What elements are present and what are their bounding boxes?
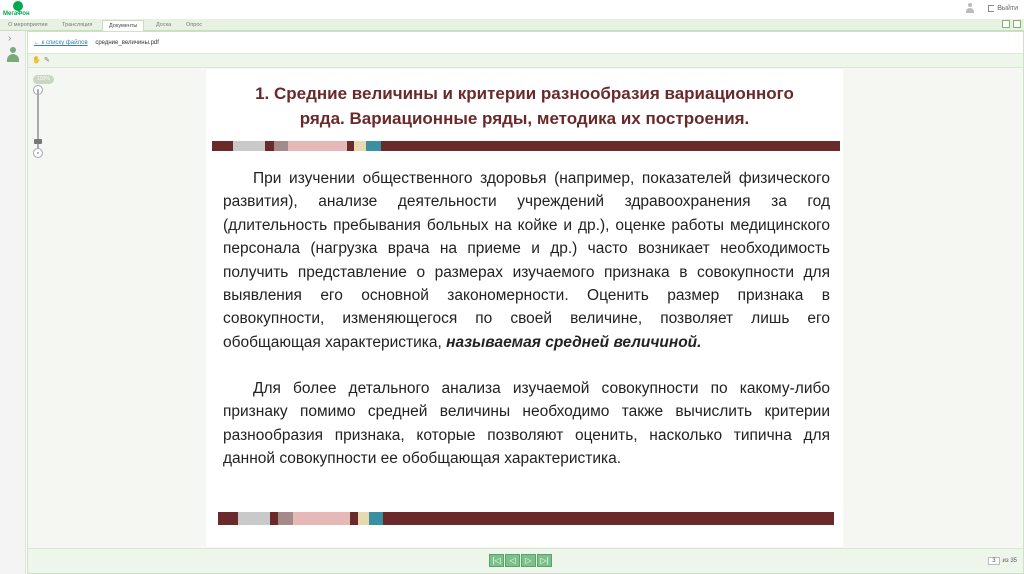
- next-page-icon[interactable]: ▷: [521, 554, 536, 567]
- pencil-tool-icon[interactable]: ✎: [44, 57, 50, 64]
- bottom-color-stripe: [218, 512, 834, 525]
- maximize-window-button[interactable]: [1013, 20, 1021, 28]
- stripe-segment: [350, 512, 357, 525]
- paragraph-2: [223, 377, 830, 471]
- slide-title-line-2: ряда. Вариационные ряды, методика их построения.: [299, 109, 750, 128]
- stripe-segment: [369, 512, 383, 525]
- logo-text: МегаФон: [3, 11, 30, 17]
- current-page-input[interactable]: 3: [988, 557, 999, 565]
- restore-window-button[interactable]: [1002, 20, 1010, 28]
- logout-label: Выйти: [997, 4, 1018, 12]
- chevron-right-icon[interactable]: ›: [8, 33, 12, 44]
- hand-tool-icon[interactable]: ✋: [32, 57, 41, 64]
- stripe-segment: [265, 141, 274, 151]
- top-bar: [0, 0, 1024, 20]
- breadcrumb: [28, 32, 1023, 54]
- slide-title-line-1: 1. Средние величины и критерии разнообразия вариационного: [255, 84, 794, 103]
- paragraph-2-text: Для более детального анализа изучаемой совокупности по какому-либо признаку помимо средней величины необходимо также вычислить критерии разнообразия признака, которые позволяют оценить, насколько типична для данной совокупности ее обобщающая характеристика.: [223, 380, 830, 468]
- stripe-segment: [366, 141, 381, 151]
- stripe-segment: [218, 512, 238, 525]
- document-viewer[interactable]: [28, 68, 1023, 548]
- zoom-out-button[interactable]: [33, 148, 43, 158]
- stripe-segment: [354, 141, 366, 151]
- tab-about[interactable]: О мероприятии: [8, 22, 48, 28]
- pagination-bar: [28, 548, 1023, 573]
- file-name: средние_величины.pdf: [95, 40, 159, 46]
- stripe-segment: [212, 141, 233, 151]
- tab-documents[interactable]: Документы: [102, 20, 144, 31]
- megafon-logo: [3, 1, 37, 19]
- logo-mark-icon: [13, 1, 23, 11]
- user-icon[interactable]: [966, 3, 974, 13]
- logout-button[interactable]: [988, 5, 1018, 12]
- stripe-segment: [383, 512, 833, 525]
- stripe-segment: [293, 512, 351, 525]
- prev-page-icon[interactable]: ◁: [505, 554, 520, 567]
- annotation-toolbar: [28, 54, 1023, 68]
- participants-icon[interactable]: [6, 47, 20, 63]
- logout-icon: [988, 5, 994, 12]
- slide-title: [206, 81, 843, 131]
- paragraph-1-text: При изучении общественного здоровья (например, показателей физического развития), анализе деятельности учреждений здравоохранения за год (длительность пребывания больных на койке и др.), оценке работы медицинского персонала (нагрузка врача на приеме и др.) часто возникает необходимость получить представление о размерах изучаемого признака в совокупности для выявления его основной закономерности. Оценить размер признака в совокупности, изменяющегося по своей величине, позволяет лишь его обобщающая характеристика,: [223, 170, 830, 351]
- stripe-segment: [233, 141, 265, 151]
- tab-poll[interactable]: Опрос: [186, 22, 203, 28]
- stripe-segment: [278, 512, 292, 525]
- tab-bar: [0, 19, 1024, 31]
- top-color-stripe: [212, 141, 840, 151]
- zoom-slider-handle[interactable]: [34, 139, 42, 144]
- tab-board[interactable]: Доска: [156, 22, 172, 28]
- stripe-segment: [288, 141, 347, 151]
- back-to-files-link[interactable]: ← к списку файлов: [34, 40, 88, 46]
- pdf-page: [206, 69, 843, 547]
- stripe-segment: [381, 141, 840, 151]
- zoom-level-badge: 100%: [33, 75, 54, 84]
- stripe-segment: [274, 141, 289, 151]
- stripe-segment: [270, 512, 279, 525]
- stripe-segment: [358, 512, 370, 525]
- paragraph-1-emphasis: называемая средней величиной.: [446, 333, 702, 351]
- total-pages-label: из 35: [1002, 558, 1017, 564]
- document-area: [27, 31, 1024, 574]
- left-panel: [0, 31, 26, 574]
- last-page-icon[interactable]: ▷|: [537, 554, 552, 567]
- first-page-icon[interactable]: |◁: [489, 554, 504, 567]
- stripe-segment: [347, 141, 354, 151]
- stripe-segment: [238, 512, 270, 525]
- paragraph-1: [223, 167, 830, 354]
- tab-broadcast[interactable]: Трансляция: [62, 22, 93, 28]
